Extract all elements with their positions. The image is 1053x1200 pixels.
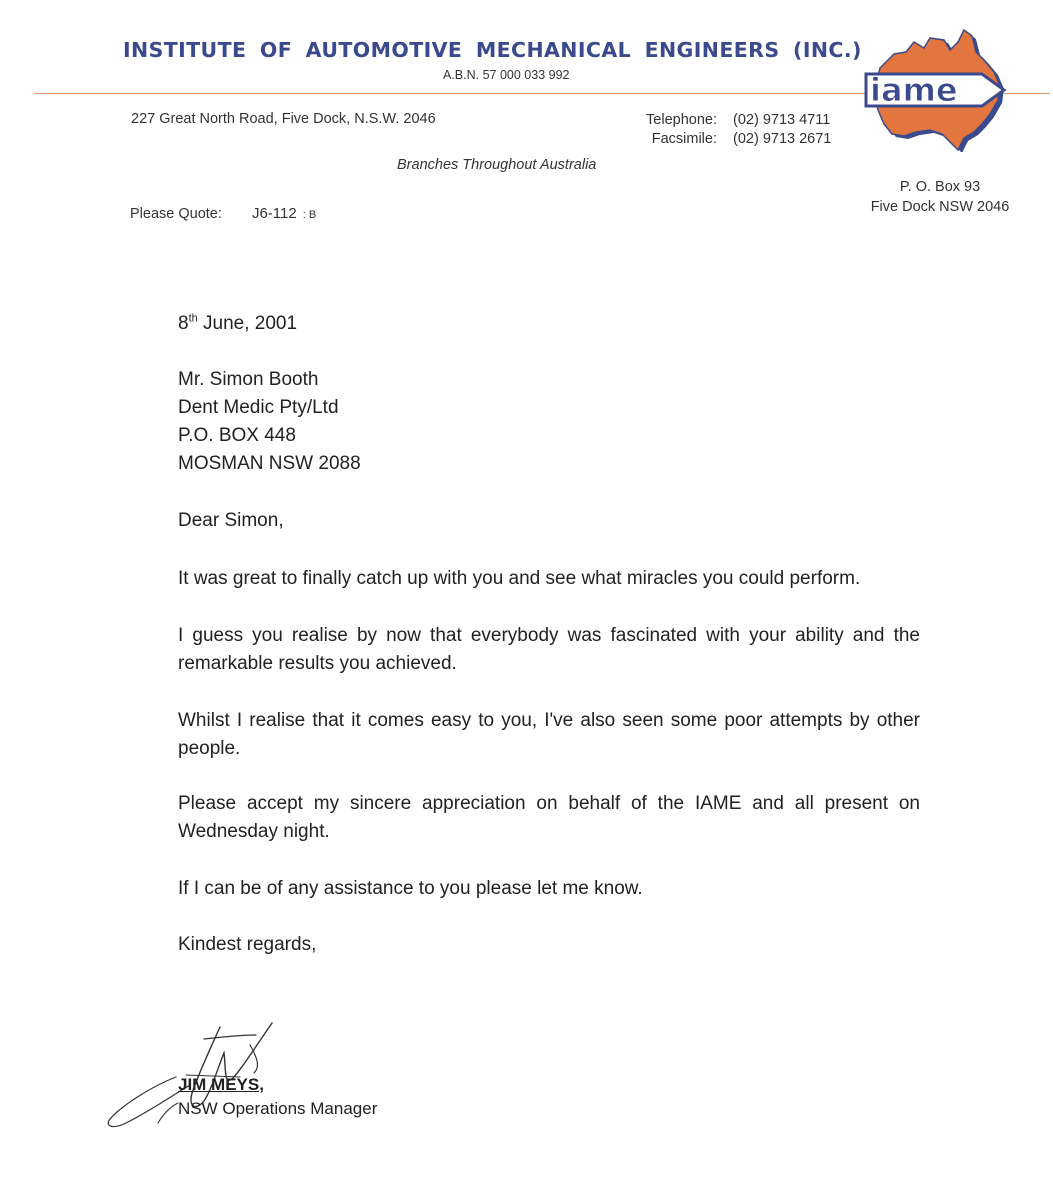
iame-logo-icon — [860, 28, 1010, 152]
telephone-row — [620, 111, 831, 130]
po-box-suburb: Five Dock NSW 2046 — [870, 199, 1010, 215]
street-address: 227 Great North Road, Five Dock, N.S.W. 2046 — [131, 111, 436, 127]
recipient-po-box: P.O. BOX 448 — [178, 425, 296, 446]
telephone-label: Telephone: — [646, 112, 717, 128]
quote-reference — [130, 205, 316, 222]
quote-suffix: : B — [302, 209, 317, 221]
po-box-address — [852, 177, 1028, 217]
signer-title: NSW Operations Manager — [178, 1099, 378, 1118]
facsimile-number: (02) 9713 2671 — [733, 131, 832, 147]
paragraph: If I can be of any assistance to you please let me know. — [178, 878, 643, 899]
recipient-name: Mr. Simon Booth — [178, 369, 319, 390]
letter-date — [178, 310, 920, 338]
facsimile-label: Facsimile: — [651, 131, 717, 147]
salutation: Dear Simon, — [178, 510, 284, 531]
facsimile-row — [620, 130, 831, 149]
date-day: 8 — [178, 313, 189, 334]
recipient-city: MOSMAN NSW 2088 — [178, 453, 361, 474]
quote-label: Please Quote: — [130, 206, 222, 222]
recipient-company: Dent Medic Pty/Ltd — [178, 397, 339, 418]
organization-name: INSTITUTE OF AUTOMOTIVE MECHANICAL ENGINEERS (INC.) — [123, 38, 862, 62]
logo-text: iame — [870, 71, 958, 109]
recipient-address — [178, 366, 920, 478]
paragraph: I guess you realise by now that everybody was fascinated with your ability and the remarkable results you achieved. — [178, 625, 920, 674]
paragraph: Whilst I realise that it comes easy to you, I've also seen some poor attempts by other people. — [178, 710, 920, 759]
po-box-line: P. O. Box 93 — [899, 179, 981, 195]
paragraph: Please accept my sincere appreciation on behalf of the IAME and all present on Wednesday night. — [178, 793, 920, 842]
signer-name: JIM MEYS, — [178, 1075, 264, 1094]
paragraph: It was great to finally catch up with you and see what miracles you could perform. — [178, 568, 861, 589]
closing: Kindest regards, — [178, 934, 317, 955]
date-suffix: th — [188, 312, 198, 325]
branches-tagline: Branches Throughout Australia — [397, 157, 597, 173]
date-rest: June, 2001 — [197, 313, 298, 334]
telephone-number: (02) 9713 4711 — [733, 112, 831, 128]
abn-number: A.B.N. 57 000 033 992 — [443, 68, 570, 82]
quote-ref: J6-112 — [251, 205, 297, 222]
contact-block — [620, 111, 831, 149]
